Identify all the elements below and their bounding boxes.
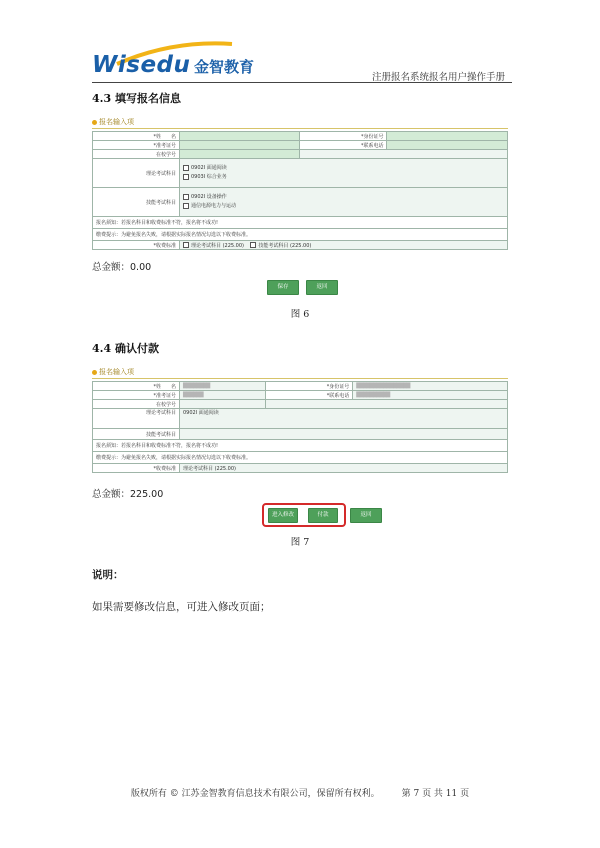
- checkbox[interactable]: [183, 203, 189, 209]
- school-input[interactable]: [180, 150, 300, 159]
- figure-caption-7: 图 7: [290, 537, 310, 548]
- skill-label: 技能考试科目: [93, 188, 180, 217]
- edit-button[interactable]: 进入修改: [268, 508, 298, 523]
- phone-label: *联系电话: [300, 141, 387, 150]
- cert-label: *准考证号: [93, 391, 180, 400]
- theory-value: 0902I 面通阅读: [180, 409, 508, 429]
- page-number: 第 7 页 共 11 页: [401, 789, 470, 799]
- cert-label: *准考证号: [93, 141, 180, 150]
- section-title-4-4: 4.4 确认付款: [92, 342, 159, 355]
- fee-value: 理论考试科目 (225.00): [180, 464, 508, 473]
- phone-input[interactable]: [387, 141, 508, 150]
- skill-option[interactable]: 0902I 设备操作: [183, 193, 504, 202]
- section-title-4-3: 4.3 填写报名信息: [92, 92, 181, 105]
- school-value: [180, 400, 266, 409]
- checkbox[interactable]: [183, 242, 189, 248]
- registration-form-1: [92, 117, 508, 250]
- school-label: 在校学号: [93, 400, 180, 409]
- page-footer: [0, 786, 600, 799]
- back-button[interactable]: 返回: [350, 508, 382, 523]
- theory-label: 理论考试科目: [93, 159, 180, 188]
- checkbox[interactable]: [183, 174, 189, 180]
- notice-text: 报名须知：若报名科目和收费标准不符，报名将不成功!: [93, 440, 508, 452]
- id-label: *身份证号: [300, 132, 387, 141]
- checkbox[interactable]: [250, 242, 256, 248]
- phone-label: *联系电话: [266, 391, 353, 400]
- notice-text: 报名须知：若报名科目和收费标准不符，报名将不成功!: [93, 217, 508, 229]
- theory-option[interactable]: 0902I 面通阅读: [183, 164, 504, 173]
- theory-option[interactable]: 0903I 综合业务: [183, 173, 504, 182]
- logo-text: Wisedu: [92, 52, 191, 78]
- fee-option-theory[interactable]: 理论考试科目 (225.00): [183, 243, 244, 249]
- phone-value: ██████████: [353, 391, 508, 400]
- note-text: 如果需要修改信息，可进入修改页面；: [92, 601, 271, 613]
- figure-caption-6: 图 6: [290, 309, 310, 320]
- registration-form-2: [92, 367, 508, 473]
- name-label: *姓 名: [93, 382, 180, 391]
- header-divider: [92, 82, 512, 83]
- bullet-icon: [92, 120, 97, 125]
- id-label: *身份证号: [266, 382, 353, 391]
- id-value: ████████████████: [353, 382, 508, 391]
- checkbox[interactable]: [183, 194, 189, 200]
- id-input[interactable]: [387, 132, 508, 141]
- fee-option-skill[interactable]: 技能考试科目 (225.00): [250, 243, 311, 249]
- form-table: [92, 381, 508, 473]
- skill-option[interactable]: 通信电源电力与运动: [183, 202, 504, 211]
- fee-label: *收费标准: [93, 241, 180, 250]
- bullet-icon: [92, 370, 97, 375]
- checkbox[interactable]: [183, 165, 189, 171]
- save-button[interactable]: 保存: [267, 280, 299, 295]
- back-button[interactable]: 返回: [306, 280, 338, 295]
- name-value: ████████: [180, 382, 266, 391]
- tip-text: 缴费提示：为避免报名失败，请根据实际报名情况勾选以下收费标准。: [93, 229, 508, 241]
- name-label: *姓 名: [93, 132, 180, 141]
- cert-value: ██████: [180, 391, 266, 400]
- document-title: 注册报名系统报名用户操作手册: [371, 72, 505, 83]
- pay-button[interactable]: 付款: [308, 508, 338, 523]
- name-input[interactable]: [180, 132, 300, 141]
- form-header: 报名输入项: [92, 367, 508, 379]
- cert-input[interactable]: [180, 141, 300, 150]
- total-amount: 总金额：0.00: [92, 262, 152, 273]
- form-header: 报名输入项: [92, 117, 508, 129]
- form-table: [92, 131, 508, 250]
- fee-label: *收费标准: [93, 464, 180, 473]
- total-amount: 总金额：225.00: [92, 489, 164, 500]
- note-title: 说明：: [92, 569, 124, 581]
- logo-cn-text: 金智教育: [194, 58, 255, 76]
- wisedu-logo: [92, 40, 262, 80]
- tip-text: 缴费提示：为避免报名失败，请根据实际报名情况勾选以下收费标准。: [93, 452, 508, 464]
- copyright-text: 版权所有 © 江苏金智教育信息技术有限公司，保留所有权利。: [130, 789, 380, 799]
- school-label: 在校学号: [93, 150, 180, 159]
- skill-label: 技能考试科目: [93, 429, 180, 440]
- theory-label: 理论考试科目: [93, 409, 180, 429]
